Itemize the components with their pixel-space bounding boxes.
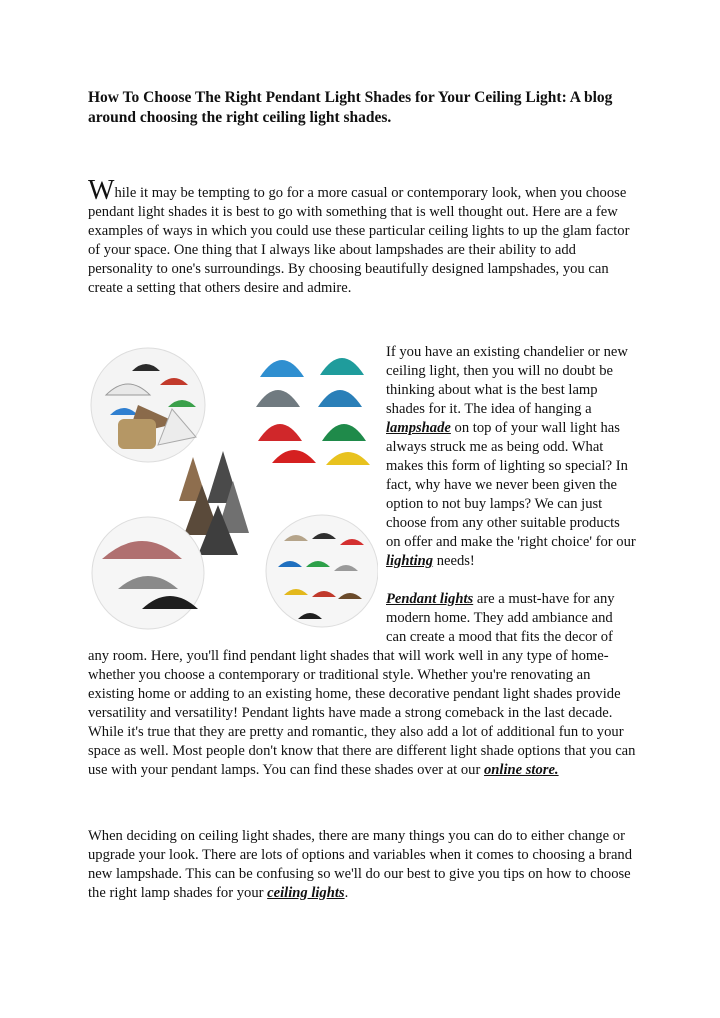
para2-text-3: needs! [433,553,475,569]
closing-block [88,827,636,903]
para3-text: are a must-have for any modern home. They add ambiance and can create a mood that fits the decor of any room. Here, you'll find pendant light shades that will work well in any type of home-whether you choose a contemporary or traditional style. Whether you're renovating an existing home or adding to an existing home, these decorative pendant light shades provide versatility and versatility! Pendant lights have made a strong comeback in the last decade. While it's true that they are pretty and romantic, they also add a lot of additional fun to your space as well. Most people don't know that there are different light shade options that you can use with your pendant lamps. You can find these shades over at our [88,591,636,778]
para4-text: When deciding on ceiling light shades, there are many things you can do to either change or upgrade your look. There are lots of options and variables when it comes to choosing a brand new lampshade. This can be confusing so we'll do our best to give you tips on how to choose the right lamp shades for your [88,828,633,901]
lamp-shades-collage-image [88,345,378,631]
intro-text: hile it may be tempting to go for a more casual or contemporary look, when you choose pendant light shades it is best to go with something that is well thought out. Here are a few examples of ways in which you could use these particular ceiling lights to up the glam factor of your space. One thing that I always like about lampshades are their ability to add personality to one's surroundings. By choosing beautifully designed lampshades, you can create a setting that others desire and admire. [88,185,630,296]
pendant-lights-link[interactable]: Pendant lights [386,591,474,607]
drop-cap: W [88,175,115,206]
para4-end: . [344,885,349,901]
intro-paragraph [88,175,636,298]
lampshade-link[interactable]: lampshade [386,420,451,436]
lighting-link[interactable]: lighting [386,553,434,569]
article-title: How To Choose The Right Pendant Light Shades for Your Ceiling Light: A blog around choosing the right ceiling light shades. [88,89,613,126]
content-block [88,343,636,780]
para2-text-1: If you have an existing chandelier or new ceiling light, then you will no doubt be thinking about what is the best lamp shades for it. The idea of hanging a [386,344,628,417]
para2-text-2: on top of your wall light has always struck me as being odd. What makes this form of lighting so special? In fact, why have we never been given the option to not buy lamps? We can just choose from any other suitable products on offer and make the 'right choice' for our [386,420,636,550]
lamp-shades-collage-svg [88,345,378,631]
ceiling-shades-paragraph [88,827,636,903]
ceiling-lights-link[interactable]: ceiling lights [267,885,345,901]
online-store-link[interactable]: online store. [483,762,559,778]
